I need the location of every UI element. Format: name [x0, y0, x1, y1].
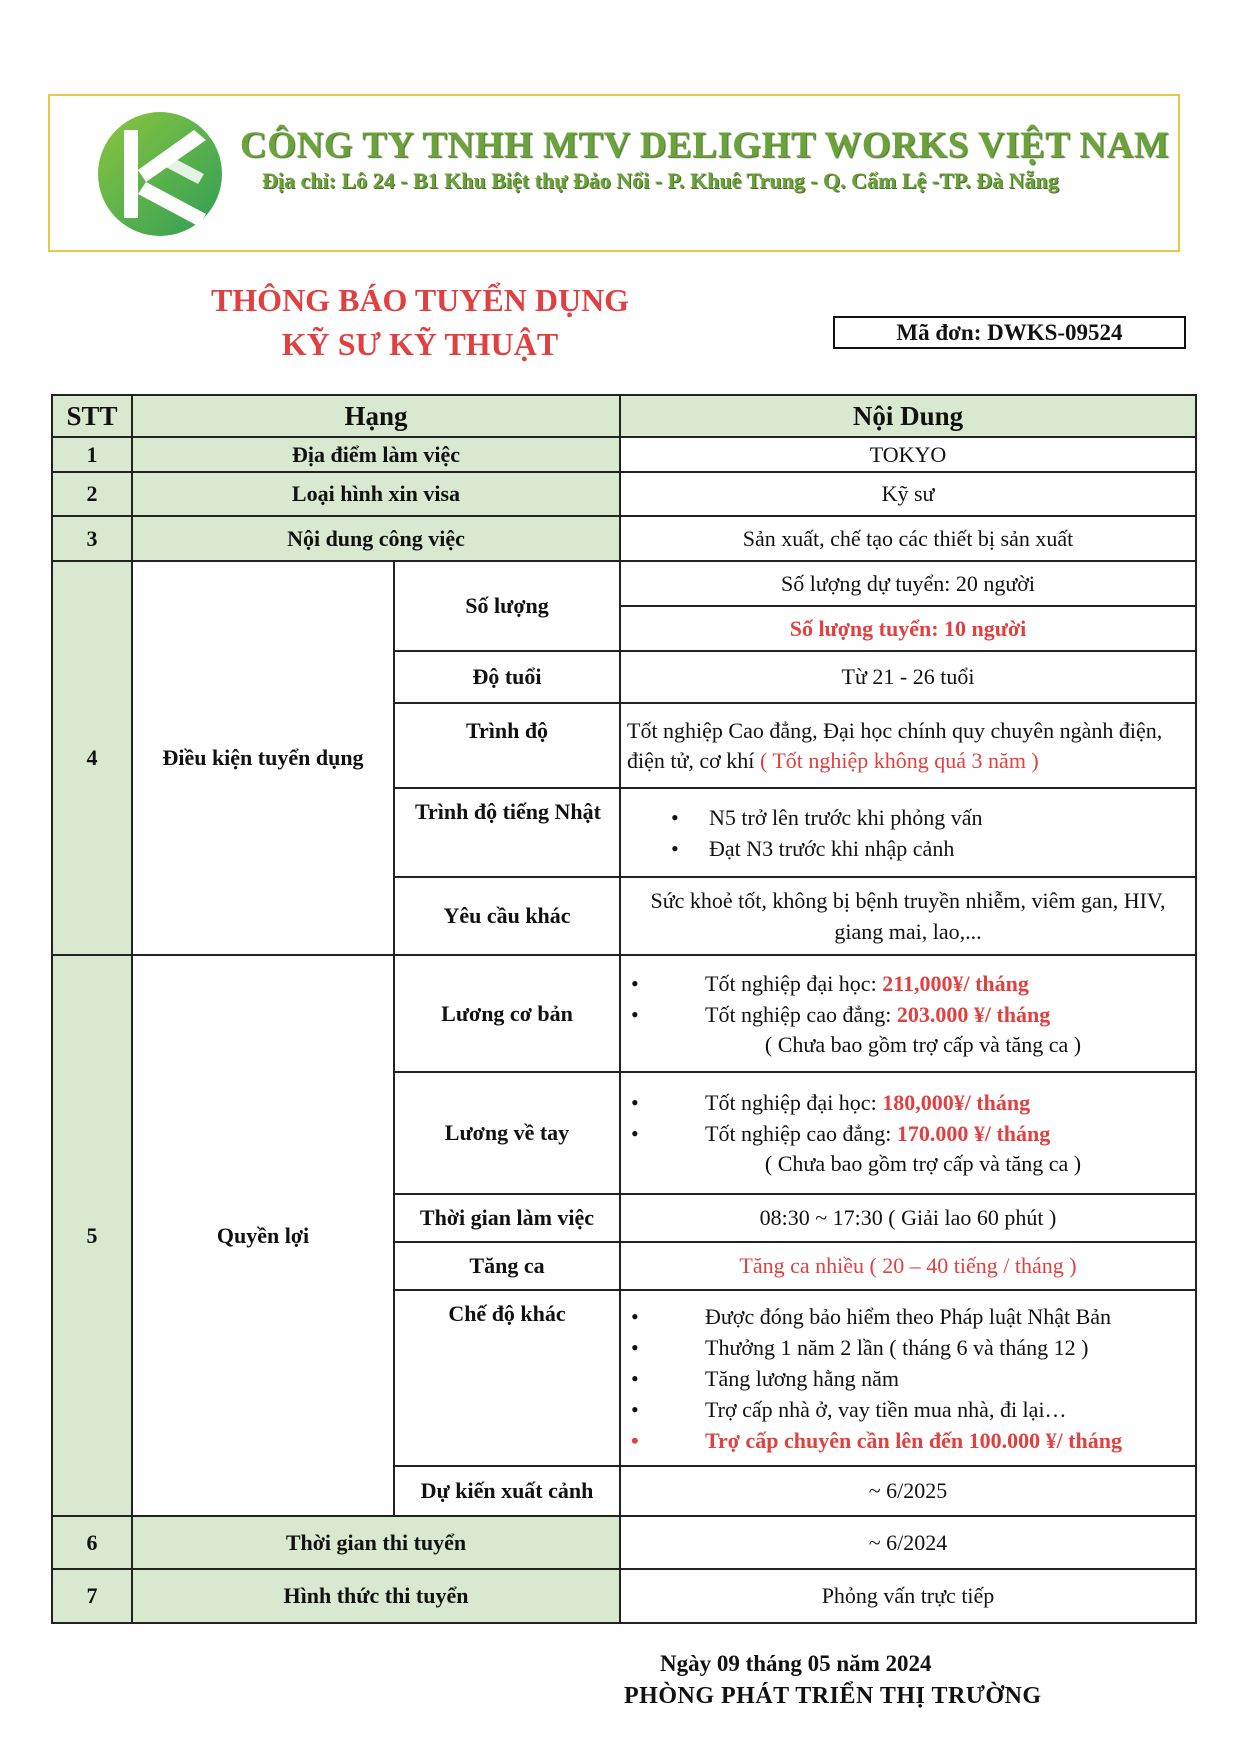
sub-label-education: Trình độ: [394, 703, 620, 788]
sub-label-age: Độ tuổi: [394, 651, 620, 703]
row-value: Kỹ sư: [620, 472, 1196, 516]
salary-text: Tốt nghiệp cao đẳng:: [705, 1121, 897, 1146]
row-category: Loại hình xin visa: [132, 472, 620, 516]
sub-label-japanese: Trình độ tiếng Nhật: [394, 788, 620, 877]
header-stt: STT: [52, 395, 132, 437]
sub-label-working-time: Thời gian làm việc: [394, 1194, 620, 1242]
net-salary-value: [620, 1072, 1196, 1194]
departure-value: ~ 6/2025: [620, 1466, 1196, 1516]
salary-amount: 170.000 ¥/ tháng: [896, 1121, 1051, 1146]
age-value: Từ 21 - 26 tuổi: [620, 651, 1196, 703]
list-item: [627, 999, 1189, 1030]
salary-note: ( Chưa bao gồm trợ cấp và tăng ca ): [764, 1031, 1082, 1057]
list-item: • Tăng lương hằng năm: [627, 1363, 1195, 1394]
table-row: [52, 1516, 1196, 1569]
row-category: Hình thức thi tuyển: [132, 1569, 620, 1623]
row-number: 2: [52, 472, 132, 516]
row-category: Điều kiện tuyển dụng: [132, 561, 394, 955]
title-line-2: KỸ SƯ KỸ THUẬT: [281, 326, 559, 362]
list-item: • Trợ cấp nhà ở, vay tiền mua nhà, đi lại…: [627, 1394, 1195, 1425]
table-row: [52, 1569, 1196, 1623]
list-item: [627, 1118, 1189, 1149]
title-line-1: THÔNG BÁO TUYỂN DỤNG: [210, 282, 630, 318]
quantity-apply: Số lượng dự tuyển: 20 người: [620, 561, 1196, 606]
row-number: 7: [52, 1569, 132, 1623]
list-item: • Thưởng 1 năm 2 lần ( tháng 6 và tháng 12 ): [627, 1332, 1195, 1363]
salary-amount: 203.000 ¥/ tháng: [896, 1001, 1051, 1027]
list-item: • Đạt N3 trước khi nhập cảnh: [627, 833, 1189, 864]
other-benefits-value: [620, 1290, 1196, 1466]
overtime-value: Tăng ca nhiều ( 20 – 40 tiếng / tháng ): [620, 1242, 1196, 1290]
sub-label-overtime: Tăng ca: [394, 1242, 620, 1290]
sub-label-other-benefits: Chế độ khác: [394, 1290, 620, 1466]
salary-amount: 180,000¥/ tháng: [882, 1090, 1031, 1115]
list-item: • Được đóng bảo hiểm theo Pháp luật Nhật Bản: [627, 1301, 1195, 1332]
header-content: Nội Dung: [620, 395, 1196, 437]
quantity-hire: Số lượng tuyển: 10 người: [620, 606, 1196, 651]
list-item: • N5 trở lên trước khi phỏng vấn: [627, 802, 1189, 833]
company-address: Địa chỉ: Lô 24 - B1 Khu Biệt thự Đảo Nổi - P. Khuê Trung - Q. Cẩm Lệ -TP. Đà Nẵng: [262, 168, 1059, 193]
table-row: [52, 472, 1196, 516]
japanese-value: [620, 788, 1196, 877]
base-salary-value: [620, 955, 1196, 1072]
row-value: Phỏng vấn trực tiếp: [620, 1569, 1196, 1623]
company-header: [48, 94, 1180, 252]
salary-note: ( Chưa bao gồm trợ cấp và tăng ca ): [764, 1151, 1082, 1176]
sub-label-quantity: Số lượng: [394, 561, 620, 651]
salary-amount: 211,000¥/ tháng: [882, 970, 1029, 996]
table-row: [52, 516, 1196, 561]
row-value: TOKYO: [620, 437, 1196, 472]
list-item: [627, 968, 1189, 999]
footer-date: Ngày 09 tháng 05 năm 2024: [660, 1651, 932, 1676]
row-number: 1: [52, 437, 132, 472]
table-row: [52, 437, 1196, 472]
row-category: Địa điểm làm việc: [132, 437, 620, 472]
sub-label-base-salary: Lương cơ bản: [394, 955, 620, 1072]
row-number: 5: [52, 955, 132, 1516]
page-title: [190, 278, 650, 366]
table-row: [52, 561, 1196, 606]
row-category: Thời gian thi tuyển: [132, 1516, 620, 1569]
row-number: 4: [52, 561, 132, 955]
job-details-table: [51, 394, 1197, 1624]
other-req-value: Sức khoẻ tốt, không bị bệnh truyền nhiễm, viêm gan, HIV, giang mai, lao,...: [620, 877, 1196, 955]
list-item-highlight: • Trợ cấp chuyên cần lên đến 100.000 ¥/ tháng: [627, 1425, 1195, 1456]
application-code: Mã đơn: DWKS-09524: [833, 316, 1186, 349]
table-row: [52, 955, 1196, 1072]
footer-department: PHÒNG PHÁT TRIỂN THỊ TRƯỜNG: [624, 1683, 1042, 1709]
education-note: ( Tốt nghiệp không quá 3 năm ): [759, 747, 1039, 773]
salary-text: Tốt nghiệp đại học:: [705, 1090, 883, 1115]
table-header-row: [52, 395, 1196, 437]
row-category: Nội dung công việc: [132, 516, 620, 561]
working-time-value: 08:30 ~ 17:30 ( Giải lao 60 phút ): [620, 1194, 1196, 1242]
header-category: Hạng: [132, 395, 620, 437]
sub-label-departure: Dự kiến xuất cảnh: [394, 1466, 620, 1516]
row-value: Sản xuất, chế tạo các thiết bị sản xuất: [620, 516, 1196, 561]
row-category: Quyền lợi: [132, 955, 394, 1516]
company-logo-icon: [94, 110, 226, 238]
row-number: 3: [52, 516, 132, 561]
salary-text: Tốt nghiệp cao đẳng:: [705, 1001, 897, 1027]
list-item: [627, 1087, 1189, 1118]
row-number: 6: [52, 1516, 132, 1569]
education-text: Tốt nghiệp Cao đẳng, Đại học chính quy chuyên ngành điện, điện tử, cơ khí: [627, 717, 1163, 773]
salary-text: Tốt nghiệp đại học:: [705, 970, 883, 996]
sub-label-other-req: Yêu cầu khác: [394, 877, 620, 955]
education-value: [620, 703, 1196, 788]
sub-label-net-salary: Lương về tay: [394, 1072, 620, 1194]
company-name: CÔNG TY TNHH MTV DELIGHT WORKS VIỆT NAM: [240, 125, 1170, 166]
row-value: ~ 6/2024: [620, 1516, 1196, 1569]
